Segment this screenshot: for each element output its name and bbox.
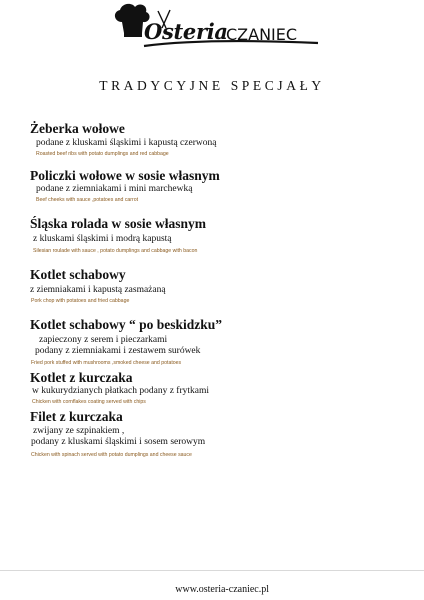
brand-name: Osteria [144, 19, 228, 44]
item-description: podane z kluskami śląskimi i kapustą czerwoną [36, 138, 217, 148]
website-link[interactable]: www.osteria-czaniec.pl [175, 584, 269, 595]
item-description: zwijany ze szpinakiem , [33, 426, 125, 436]
item-title: Kotlet z kurczaka [30, 370, 133, 385]
item-description: z ziemniakami i kapustą zasmażaną [30, 285, 166, 295]
item-title: Żeberka wołowe [30, 121, 125, 136]
brand-town: CZANIEC [226, 25, 298, 44]
item-title: Kotlet schabowy [30, 267, 126, 282]
item-description: podany z ziemniakami i zestawem surówek [35, 346, 201, 356]
section-title: TRADYCYJNE SPECJAŁY [99, 78, 325, 93]
footer-divider [0, 570, 424, 571]
item-english: Roasted beef ribs with potato dumplings and red cabbage [36, 151, 169, 157]
item-description: podane z ziemniakami i mini marchewką [36, 184, 193, 194]
item-title: Filet z kurczaka [30, 409, 123, 424]
item-english: Chicken with spinach served with potato dumplings and cheese sauce [31, 452, 192, 458]
item-english: Fried pork stuffed with mushrooms ,smoked cheese and potatoes [31, 360, 182, 366]
restaurant-logo [0, 0, 424, 56]
item-english: Beef cheeks with sauce ,potatoes and carrot [36, 197, 139, 203]
item-title: Kotlet schabowy “ po beskidzku” [30, 317, 223, 332]
item-english: Pork chop with potatoes and fried cabbage [31, 298, 130, 304]
item-title: Policzki wołowe w sosie własnym [30, 168, 220, 183]
item-description: w kukurydzianych płatkach podany z frytkami [32, 386, 210, 396]
item-description: zapieczony z serem i pieczarkami [39, 335, 168, 345]
item-description: z kluskami śląskimi i modrą kapustą [33, 234, 172, 244]
item-title: Śląska rolada w sosie własnym [30, 216, 207, 231]
item-english: Chicken with cornflakes coating served with chips [32, 399, 146, 405]
item-english: Silesian roulade with sauce , potato dumplings and cabbage with bacon [33, 248, 198, 254]
item-description: podany z kluskami śląskimi i sosem serowym [31, 437, 206, 447]
